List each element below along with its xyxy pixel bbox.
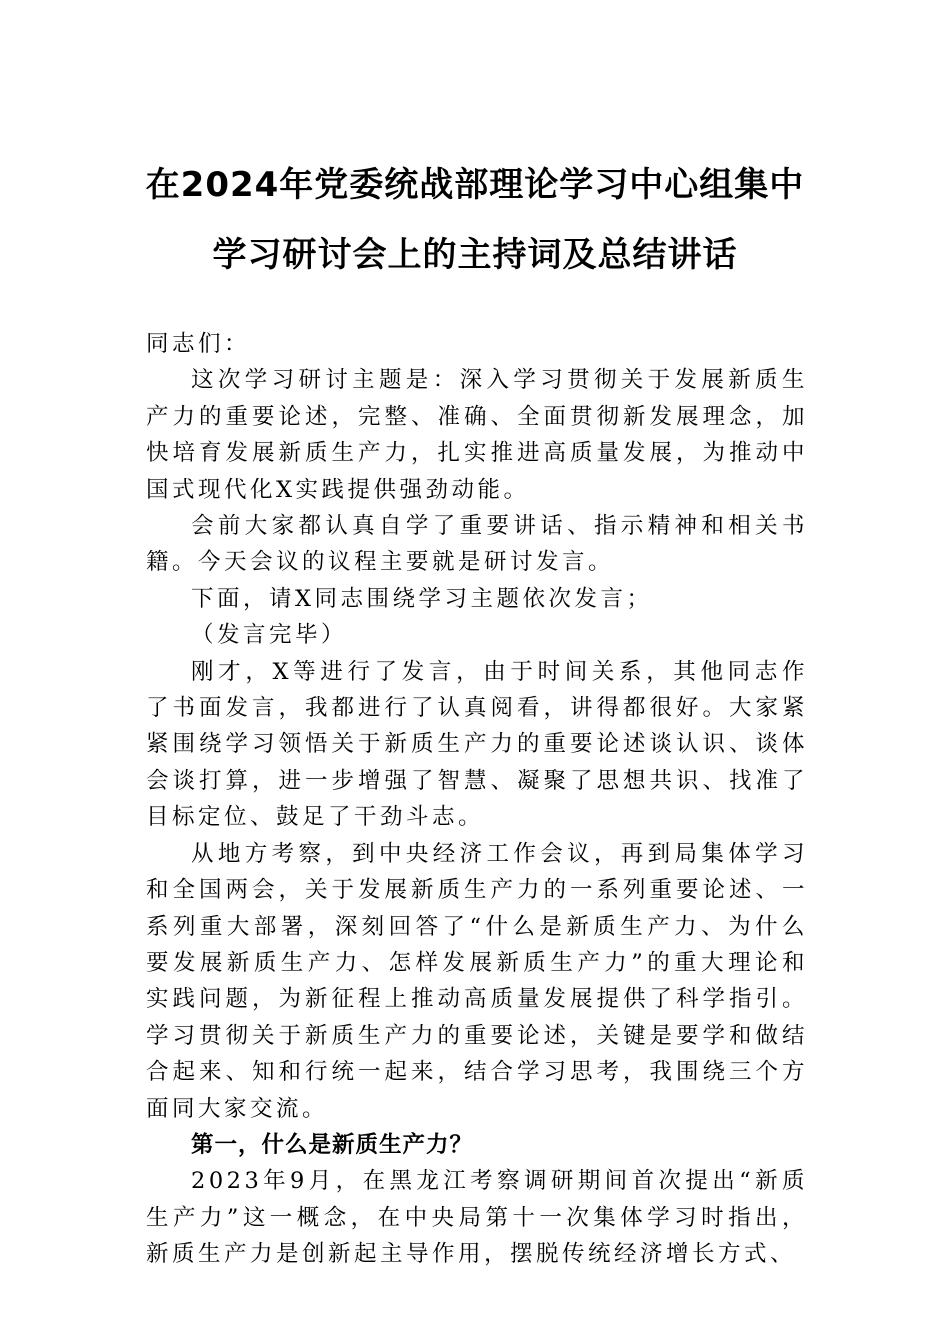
paragraph-invitation: 下面，请X同志围绕学习主题依次发言；	[191, 585, 653, 612]
section-paragraph: 2023年9月，在黑龙江考察调研期间首次提出“新质生产力”这一概念，在中央局第十一次集体学习时指出，新质生产力是创新起主导作用，摆脱传统经济增长方式、	[146, 1168, 808, 1268]
title-line-1: 在2024年党委统战部理论学习中心组集中	[145, 165, 805, 205]
paragraph-speech-finished: （发言完毕）	[191, 622, 348, 649]
paragraph-preparation: 会前大家都认真自学了重要讲话、指示精神和相关书籍。今天会议的议程主要就是研讨发言。	[146, 513, 808, 576]
document-title	[110, 150, 840, 290]
section-heading: 第一，什么是新质生产力？	[191, 1131, 474, 1158]
title-line-2: 学习研讨会上的主持词及总结讲话	[212, 235, 738, 275]
document-body	[146, 326, 808, 1273]
paragraph-overview: 从地方考察，到中央经济工作会议，再到局集体学习和全国两会，关于发展新质生产力的一系列重要论述、一系列重大部署，深刻回答了“什么是新质生产力、为什么要发展新质生产力、怎样发展新质生产力”的重大理论和实践问题，为新征程上推动高质量发展提供了科学指引。学习贯彻关于新质生产力的重要论述，关键是要学和做结合起来、知和行统一起来，结合学习思考，我围绕三个方面同大家交流。	[146, 840, 808, 1122]
paragraph-topic: 这次学习研讨主题是：深入学习贯彻关于发展新质生产力的重要论述，完整、准确、全面贯彻新发展理念，加快培育发展新质生产力，扎实推进高质量发展，为推动中国式现代化X实践提供强劲动能。	[146, 367, 808, 503]
paragraph-summary: 刚才，X等进行了发言，由于时间关系，其他同志作了书面发言，我都进行了认真阅看，讲得都很好。大家紧紧围绕学习领悟关于新质生产力的重要论述谈认识、谈体会谈打算，进一步增强了智慧、凝聚了思想共识、找准了目标定位、鼓足了干劲斗志。	[146, 658, 808, 831]
salutation: 同志们：	[146, 331, 251, 357]
